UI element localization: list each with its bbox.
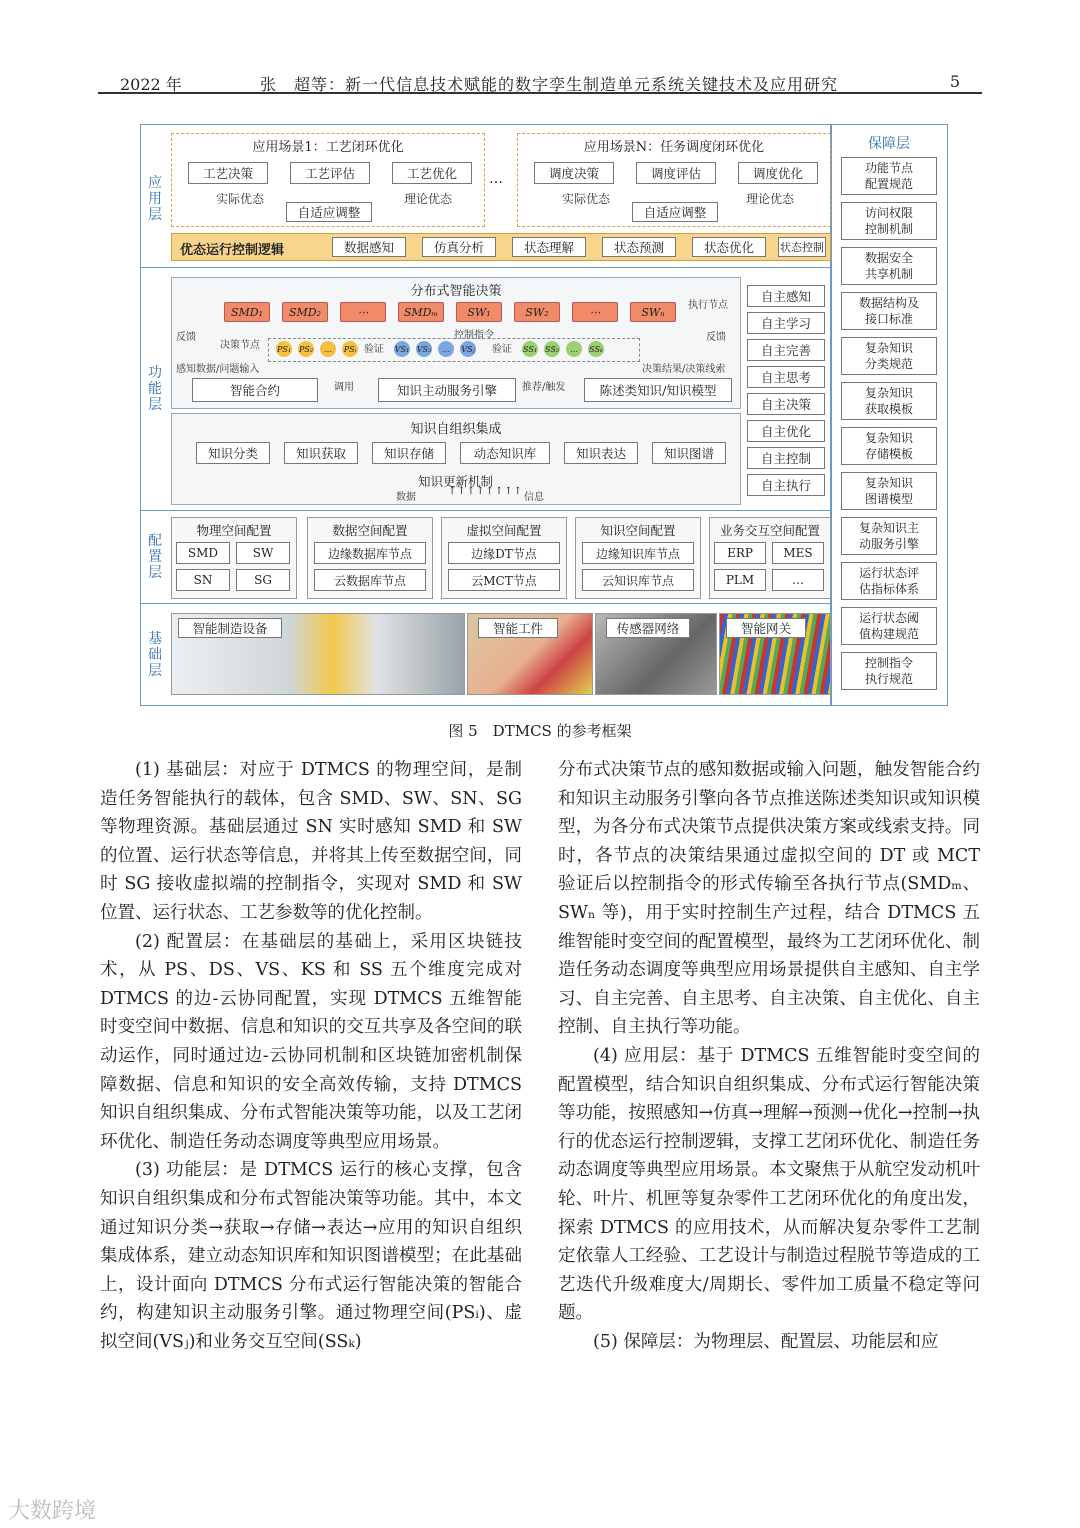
sense-input-label: 感知数据/问题输入 bbox=[176, 364, 260, 375]
config-node: 云知识库节点 bbox=[582, 569, 694, 591]
smd-1: SMD₁ bbox=[224, 302, 270, 322]
scene-1-theory: 理论优态 bbox=[404, 192, 453, 206]
page-number: 5 bbox=[949, 72, 960, 91]
exec-node-label: 执行节点 bbox=[688, 300, 728, 311]
config-node: 边缘DT节点 bbox=[448, 542, 560, 564]
guarantee-item: 运行状态评 估指标体系 bbox=[841, 562, 937, 600]
running-header bbox=[98, 66, 982, 94]
layer-label-base: 基础层 bbox=[148, 631, 162, 679]
scene-n-title: 应用场景N：任务调度闭环优化 bbox=[583, 140, 765, 155]
guarantee-item: 复杂知识 获取模板 bbox=[841, 382, 937, 420]
scene-1-step-2: 工艺评估 bbox=[290, 162, 370, 184]
layer-label-config: 配置层 bbox=[148, 533, 162, 581]
scene-1-panel bbox=[171, 133, 485, 227]
config-group-title: 数据空间配置 bbox=[332, 523, 408, 538]
decision-node-label: 决策节点 bbox=[220, 340, 260, 351]
guarantee-item: 复杂知识 分类规范 bbox=[841, 337, 937, 375]
scene-n-actual: 实际优态 bbox=[562, 192, 611, 206]
config-group-title: 虚拟空间配置 bbox=[466, 523, 542, 538]
workpiece-photo bbox=[467, 613, 593, 695]
paragraph-app-layer: (4) 应用层：基于 DTMCS 五维智能时变空间的配置模型，结合知识自组织集成、分布式运行智能决策等功能，按照感知→仿真→理解→预测→优化→控制→执行的优态运行控制逻辑，支撑工艺闭环优化、制造任务动态调度等典型应用场景。本文聚焦于从航空发动机叶轮、叶片、机匣等复杂零件工艺闭环优化的角度出发，探索 DTMCS 的应用技术，从而解决复杂零件工艺制定依靠人工经验、工艺设计与制造过程脱节等造成的工艺迭代升级难度大/周期长、零件加工质量不稳定等问题。 bbox=[558, 1045, 980, 1324]
ss-1: SS₁ bbox=[522, 341, 538, 357]
autonomy-item: 自主学习 bbox=[747, 312, 825, 334]
equipment-label: 智能制造设备 bbox=[178, 618, 282, 638]
config-node: 云MCT节点 bbox=[448, 569, 560, 591]
scene-1-title: 应用场景1：工艺闭环优化 bbox=[252, 140, 404, 155]
vs-2: VS₂ bbox=[416, 341, 432, 357]
config-node: 边缘数据库节点 bbox=[314, 542, 426, 564]
config-group-title: 物理空间配置 bbox=[196, 523, 272, 538]
ps-1: PS₁ bbox=[276, 341, 292, 357]
equipment-photo bbox=[171, 613, 465, 695]
control-logic-bar bbox=[171, 233, 831, 261]
logic-step-6: 状态控制 bbox=[778, 237, 826, 257]
info-label: 信息 bbox=[524, 492, 544, 503]
config-node: MES bbox=[772, 542, 824, 564]
autonomy-item: 自主感知 bbox=[747, 285, 825, 307]
ss-2: SS₂ bbox=[544, 341, 560, 357]
sw-ellipsis: ⋯ bbox=[572, 302, 618, 322]
ps-ellipsis: … bbox=[320, 341, 336, 357]
integration-step-5: 知识表达 bbox=[564, 442, 638, 464]
config-group bbox=[307, 517, 433, 599]
config-group-title: 业务交互空间配置 bbox=[719, 523, 820, 538]
smd-m: SMDₘ bbox=[398, 302, 444, 322]
integration-step-4: 动态知识库 bbox=[460, 442, 550, 464]
guarantee-item: 复杂知识 图谱模型 bbox=[841, 472, 937, 510]
config-group bbox=[709, 517, 831, 599]
header-title: 张 超等：新一代信息技术赋能的数字孪生制造单元系统关键技术及应用研究 bbox=[260, 75, 839, 94]
gateway-label: 智能网关 bbox=[726, 618, 806, 638]
smd-ellipsis: ⋯ bbox=[340, 302, 386, 322]
guarantee-item: 控制指令 执行规范 bbox=[841, 652, 937, 690]
autonomy-item: 自主控制 bbox=[747, 447, 825, 469]
sensor-photo bbox=[595, 613, 717, 695]
knowledge-service-engine: 知识主动服务引擎 bbox=[378, 378, 516, 402]
sw-2: SW₂ bbox=[514, 302, 560, 322]
ss-ellipsis: … bbox=[566, 341, 582, 357]
paragraph-guarantee-layer: (5) 保障层：为物理层、配置层、功能层和应 bbox=[593, 1331, 939, 1352]
vs-j: VSⱼ bbox=[460, 341, 476, 357]
integration-step-6: 知识图谱 bbox=[652, 442, 726, 464]
config-node: ERP bbox=[714, 542, 766, 564]
scene-n-step-1: 调度决策 bbox=[534, 162, 614, 184]
paragraph-base-layer: (1) 基础层：对应于 DTMCS 的物理空间，是制造任务智能执行的载体，包含 SMD、SW、SN、SG 等物理资源。基础层通过 SN 实时感知 SMD 和 SW 的位置、运行状态等信息，并将其上传至数据空间，同时 SG 接收虚拟端的控制指令，实现对 SMD 和 SW 位置、运行状态、工艺参数等的优化控制。 bbox=[100, 760, 522, 923]
left-column bbox=[100, 756, 522, 1356]
autonomy-item: 自主思考 bbox=[747, 366, 825, 388]
distributed-title: 分布式智能决策 bbox=[410, 284, 502, 299]
layer-label-func: 功能层 bbox=[148, 365, 162, 413]
feedback-right: 反馈 bbox=[706, 332, 726, 343]
config-group bbox=[441, 517, 567, 599]
paragraph-function-cont: 分布式决策节点的感知数据或输入问题，触发智能合约和知识主动服务引擎向各节点推送陈述类知识或知识模型，为各分布式决策节点提供决策方案或线索支持。同时，各节点的决策结果通过虚拟空间的 DT 或 MCT 验证后以控制指令的形式传输至各执行节点(SMDₘ、SWₙ 等)，用于实时控制生产过程，结合 DTMCS 五维智能时变空间的配置模型，最终为工艺闭环优化、制造任务动态调度等典型应用场景提供自主感知、自主学习、自主完善、自主思考、自主决策、自主优化、自主控制、自主执行等功能。 bbox=[558, 760, 980, 1038]
paragraph-function-layer: (3) 功能层：是 DTMCS 运行的核心支撑，包含知识自组织集成和分布式智能决策等功能。其中，本文通过知识分类→获取→存储→表达→应用的知识自组织集成体系，建立动态知识库和知识图谱模型；在此基础上，设计面向 DTMCS 分布式运行智能决策的智能合约，构建知识主动服务引擎。通过物理空间(PSᵢ)、虚拟空间(VSⱼ)和业务交互空间(SSₖ) bbox=[100, 1160, 522, 1352]
vs-1: VS₁ bbox=[394, 341, 410, 357]
right-column bbox=[558, 756, 980, 1356]
sensor-label: 传感器网络 bbox=[606, 618, 690, 638]
guarantee-item: 运行状态阈 值构建规范 bbox=[841, 607, 937, 645]
decision-result-label: 决策结果/决策线索 bbox=[642, 364, 726, 375]
integration-step-3: 知识存储 bbox=[372, 442, 446, 464]
scene-1-step-3: 工艺优化 bbox=[392, 162, 472, 184]
scene-1-actual: 实际优态 bbox=[216, 192, 265, 206]
paragraph-config-layer: (2) 配置层：在基础层的基础上，采用区块链技术，从 PS、DS、VS、KS 和 SS 五个维度完成对 DTMCS 的边-云协同配置，实现 DTMCS 五维智能时变空间中数据、信息和知识的交互共享及各空间的联动运作，同时通过边-云协同机制和区块链加密机制保障数据、信息和知识的安全高效传输，支持 DTMCS 知识自组织集成、分布式智能决策等功能，以及工艺闭环优化、制造任务动态调度等典型应用场景。 bbox=[100, 931, 522, 1152]
verify-2: 验证 bbox=[492, 344, 512, 355]
integration-step-2: 知识获取 bbox=[284, 442, 358, 464]
logic-step-4: 状态预测 bbox=[602, 237, 676, 257]
control-logic-label: 优态运行控制逻辑 bbox=[180, 243, 285, 258]
push-label: 推荐/触发 bbox=[522, 382, 566, 393]
update-arrows-icon: ↑↑↑↑↑↑↑↑ bbox=[448, 486, 524, 497]
config-group bbox=[575, 517, 701, 599]
guarantee-item: 复杂知识 存储模板 bbox=[841, 427, 937, 465]
logic-step-1: 数据感知 bbox=[332, 237, 406, 257]
ss-k: SSₖ bbox=[588, 341, 604, 357]
scene-n-panel bbox=[517, 133, 831, 227]
logic-step-2: 仿真分析 bbox=[422, 237, 496, 257]
config-node: SG bbox=[236, 569, 290, 591]
config-node: SW bbox=[236, 542, 290, 564]
scene-n-step-3: 调度优化 bbox=[738, 162, 818, 184]
ps-i: PSᵢ bbox=[342, 341, 358, 357]
update-mechanism: 知识更新机制 bbox=[418, 474, 494, 489]
scene-n-adjust: 自适应调整 bbox=[632, 202, 718, 222]
integration-title: 知识自组织集成 bbox=[410, 422, 502, 437]
sw-1: SW₁ bbox=[456, 302, 502, 322]
config-node: … bbox=[772, 569, 824, 591]
guarantee-item: 数据安全 共享机制 bbox=[841, 247, 937, 285]
knowledge-integration-panel bbox=[171, 413, 741, 505]
smart-contract: 智能合约 bbox=[192, 378, 318, 402]
header-year: 2022 年 bbox=[120, 75, 182, 94]
guarantee-title: 保障层 bbox=[868, 136, 910, 152]
config-node: SMD bbox=[176, 542, 230, 564]
feedback-left: 反馈 bbox=[176, 332, 196, 343]
config-node: SN bbox=[176, 569, 230, 591]
dtmcs-framework-figure bbox=[140, 124, 948, 706]
logic-step-3: 状态理解 bbox=[512, 237, 586, 257]
config-group-title: 知识空间配置 bbox=[600, 523, 676, 538]
scene-1-step-1: 工艺决策 bbox=[188, 162, 268, 184]
config-group bbox=[171, 517, 297, 599]
scene-ellipsis: … bbox=[489, 171, 503, 187]
distributed-decision-panel bbox=[171, 277, 741, 409]
data-label: 数据 bbox=[396, 492, 416, 503]
vs-ellipsis: … bbox=[438, 341, 454, 357]
autonomy-item: 自主完善 bbox=[747, 339, 825, 361]
autonomy-item: 自主决策 bbox=[747, 393, 825, 415]
config-node: 云数据库节点 bbox=[314, 569, 426, 591]
config-node: PLM bbox=[714, 569, 766, 591]
autonomy-item: 自主执行 bbox=[747, 474, 825, 496]
config-node: 边缘知识库节点 bbox=[582, 542, 694, 564]
scene-n-theory: 理论优态 bbox=[746, 192, 795, 206]
sw-n: SWₙ bbox=[630, 302, 676, 322]
figure-caption: 图 5 DTMCS 的参考框架 bbox=[448, 722, 632, 740]
guarantee-item: 访问权限 控制机制 bbox=[841, 202, 937, 240]
integration-step-1: 知识分类 bbox=[196, 442, 270, 464]
verify-1: 验证 bbox=[364, 344, 384, 355]
guarantee-item: 数据结构及 接口标准 bbox=[841, 292, 937, 330]
control-cmd-label: 控制指令 bbox=[454, 330, 494, 341]
watermark: 大数跨境 bbox=[8, 1499, 97, 1524]
logic-step-5: 状态优化 bbox=[692, 237, 766, 257]
declarative-knowledge-model: 陈述类知识/知识模型 bbox=[584, 378, 732, 402]
ps-2: PS₂ bbox=[298, 341, 314, 357]
scene-1-adjust: 自适应调整 bbox=[286, 202, 372, 222]
gateway-photo bbox=[719, 613, 831, 695]
workpiece-label: 智能工件 bbox=[478, 618, 558, 638]
layer-label-app: 应用层 bbox=[148, 175, 162, 223]
guarantee-item: 复杂知识主 动服务引擎 bbox=[841, 517, 937, 555]
call-label: 调用 bbox=[334, 382, 354, 393]
scene-n-step-2: 调度评估 bbox=[636, 162, 716, 184]
guarantee-item: 功能节点 配置规范 bbox=[841, 157, 937, 195]
autonomy-item: 自主优化 bbox=[747, 420, 825, 442]
smd-2: SMD₂ bbox=[282, 302, 328, 322]
